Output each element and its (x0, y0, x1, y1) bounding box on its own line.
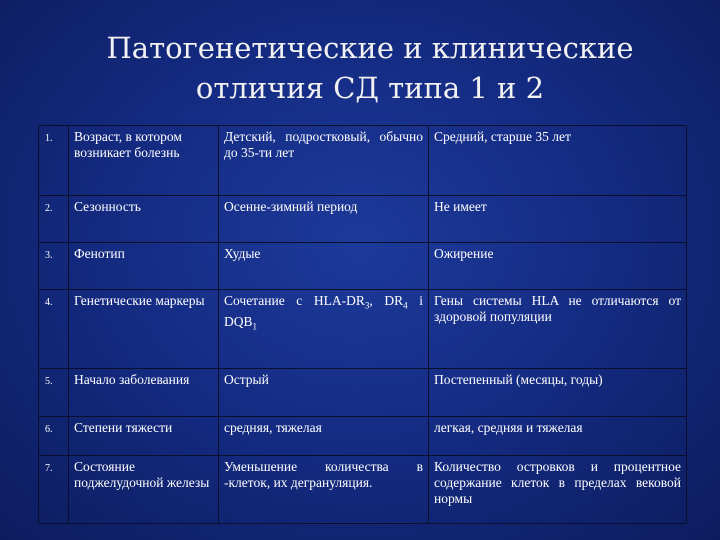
table-row (39, 290, 687, 369)
feature-cell: Состояние поджелудочной железы (69, 456, 219, 524)
table-row (39, 369, 687, 417)
type1-cell: средняя, тяжелая (219, 417, 429, 456)
row-number: 3. (39, 243, 69, 290)
comparison-table (38, 125, 687, 524)
genetic-marker-text: і DQB (224, 293, 423, 329)
type2-cell: Не имеет (429, 196, 687, 243)
type2-cell: Гены системы HLA не отличаются от здоровой популяции (429, 290, 687, 369)
title-line-1: Патогенетические и клинические (106, 31, 634, 65)
title-line-2: отличия СД типа 1 и 2 (195, 71, 545, 105)
feature-cell: Генетические маркеры (69, 290, 219, 369)
type2-cell: Количество островков и процентное содержание клеток в пределах вековой нормы (429, 456, 687, 524)
type1-cell: Осенне-зимний период (219, 196, 429, 243)
type2-cell: Средний, старше 35 лет (429, 126, 687, 196)
type1-cell: Уменьшение количества в -клеток, их дегрануляция. (219, 456, 429, 524)
feature-cell: Фенотип (69, 243, 219, 290)
type1-cell: Детский, подростковый, обычно до 35-ти лет (219, 126, 429, 196)
table-row (39, 126, 687, 196)
row-number: 6. (39, 417, 69, 456)
type2-cell: Ожирение (429, 243, 687, 290)
table-row (39, 456, 687, 524)
row-number: 7. (39, 456, 69, 524)
table-row (39, 196, 687, 243)
row-number: 1. (39, 126, 69, 196)
type1-cell: Острый (219, 369, 429, 417)
row-number: 4. (39, 290, 69, 369)
row-number: 2. (39, 196, 69, 243)
type1-cell: Худые (219, 243, 429, 290)
slide-title (60, 28, 680, 108)
subscript: 3 (364, 300, 370, 311)
feature-cell: Возраст, в котором возникает болезнь (69, 126, 219, 196)
feature-cell: Начало заболевания (69, 369, 219, 417)
type2-cell: легкая, средняя и тяжелая (429, 417, 687, 456)
genetic-marker-text: Сочетание с HLA-DR (224, 293, 365, 308)
feature-cell: Степени тяжести (69, 417, 219, 456)
feature-cell: Сезонность (69, 196, 219, 243)
table-row (39, 417, 687, 456)
subscript: 4 (403, 300, 408, 311)
table-row (39, 243, 687, 290)
row-number: 5. (39, 369, 69, 417)
subscript: 1 (252, 321, 258, 332)
type2-cell: Постепенный (месяцы, годы) (429, 369, 687, 417)
type1-cell (219, 290, 429, 369)
genetic-marker-text: , DR (369, 293, 404, 308)
